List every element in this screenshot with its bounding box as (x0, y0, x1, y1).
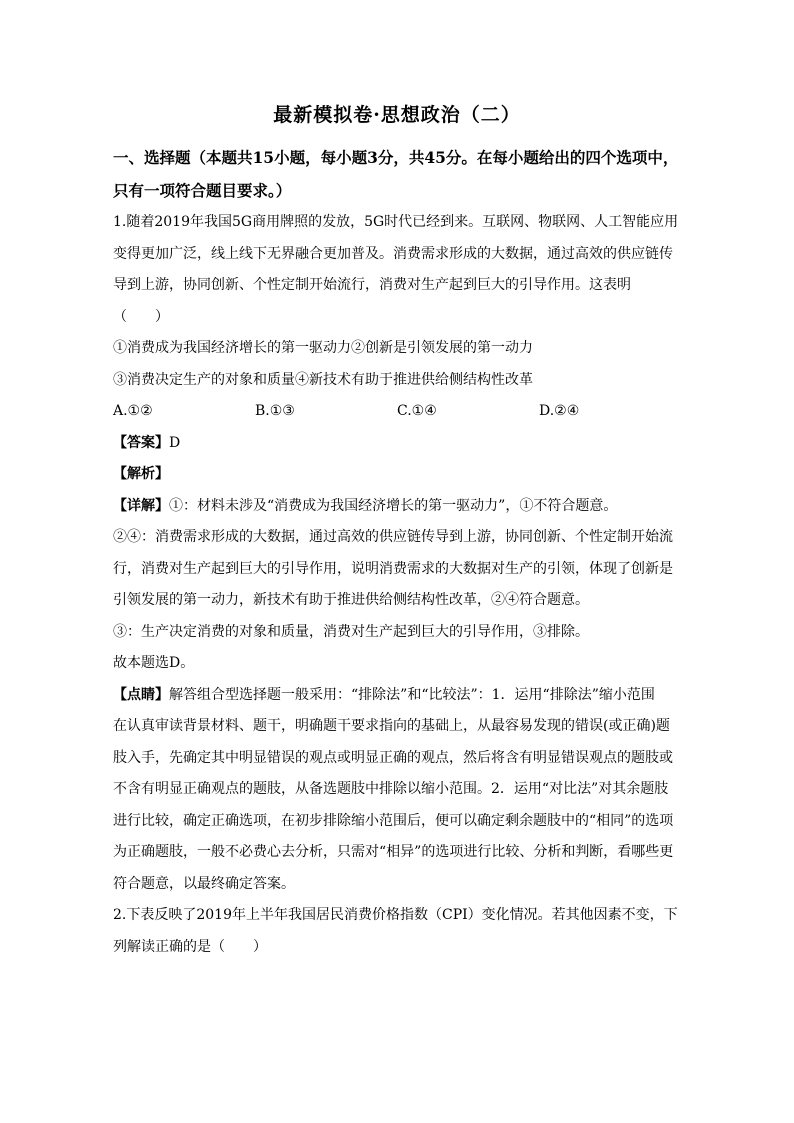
option-d: D.②④ (539, 403, 580, 419)
question-2-stem: 2.下表反映了2019年上半年我国居民消费价格指数（CPI）变化情况。若其他因素不变，下列解读正确的是（ ） (113, 907, 678, 955)
detail-2: ②④：消费需求形成的大数据，通过高效的供应链传导到上游，协同创新、个性定制开始流行，消费对生产起到巨大的引导作用，说明消费需求的大数据对生产的引领，体现了创新是引领发展的第一动力，新技术有助于推进供给侧结构性改革，②④符合题意。 (113, 529, 673, 608)
conclusion: 故本题选D。 (113, 655, 195, 671)
question-1-options (113, 396, 681, 428)
detail-1-text: ①：材料未涉及“消费成为我国经济增长的第一驱动力”，①不符合题意。 (169, 497, 618, 514)
document-page (113, 100, 681, 963)
answer-value: D (169, 434, 181, 451)
detail-1 (113, 491, 681, 523)
question-1-stem: 1.随着2019年我国5G商用牌照的发放，5G时代已经到来。互联网、物联网、人工智能应用变得更加广泛，线上线下无界融合更加普及。消费需求形成的大数据，通过高效的供应链传导到上游，协同创新、个性定制开始流行，消费对生产起到巨大的引导作用。这表明 (113, 214, 679, 293)
section-heading: 一、选择题（本题共15小题，每小题3分，共45分。在每小题给出的四个选项中，只有一项符合题目要求。） (113, 148, 679, 200)
page-title: 最新模拟卷·思想政治（二） (273, 104, 521, 126)
answer-tag: 【答案】 (113, 434, 169, 451)
analysis-line (113, 459, 681, 491)
option-c: C.①④ (397, 403, 437, 419)
analysis-tag: 【解析】 (113, 466, 169, 482)
question-1-statement-2: ③消费决定生产的对象和质量④新技术有助于推进供给侧结构性改革 (113, 371, 533, 388)
option-a: A.①② (113, 403, 153, 419)
tip-paragraph (113, 680, 681, 901)
tip-tag: 【点睛】 (113, 686, 169, 703)
question-1-paren: （ ） (113, 308, 169, 325)
option-b: B.①③ (255, 403, 295, 419)
tip-text: 解答组合型选择题一般采用：“排除法”和“比较法”：1．运用“排除法”缩小范围 在认真审读背景材料、题干，明确题干要求指向的基础上，从最容易发现的错误(或正确)题肢入手，先确定其中明显错误的观点或明显正确的观点，然后将含有明显错误观点的题肢或不含有明显正确观点的题肢，从备选题肢中排除以缩小范围。2．运用“对比法”对其余题肢进行比较，确定正确选项，在初步排除缩小范围后，便可以确定剩余题肢中的“相同”的选项为正确题肢，一般不必费心去分析，只需对“相异”的选项进行比较、分析和判断，看哪些更符合题意，以最终确定答案。 (113, 686, 674, 892)
answer-line (113, 428, 681, 460)
question-1-statement-1: ①消费成为我国经济增长的第一驱动力②创新是引领发展的第一动力 (113, 340, 533, 356)
detail-3: ③：生产决定消费的对象和质量，消费对生产起到巨大的引导作用，③排除。 (113, 623, 589, 640)
detail-tag: 【详解】 (113, 497, 169, 514)
